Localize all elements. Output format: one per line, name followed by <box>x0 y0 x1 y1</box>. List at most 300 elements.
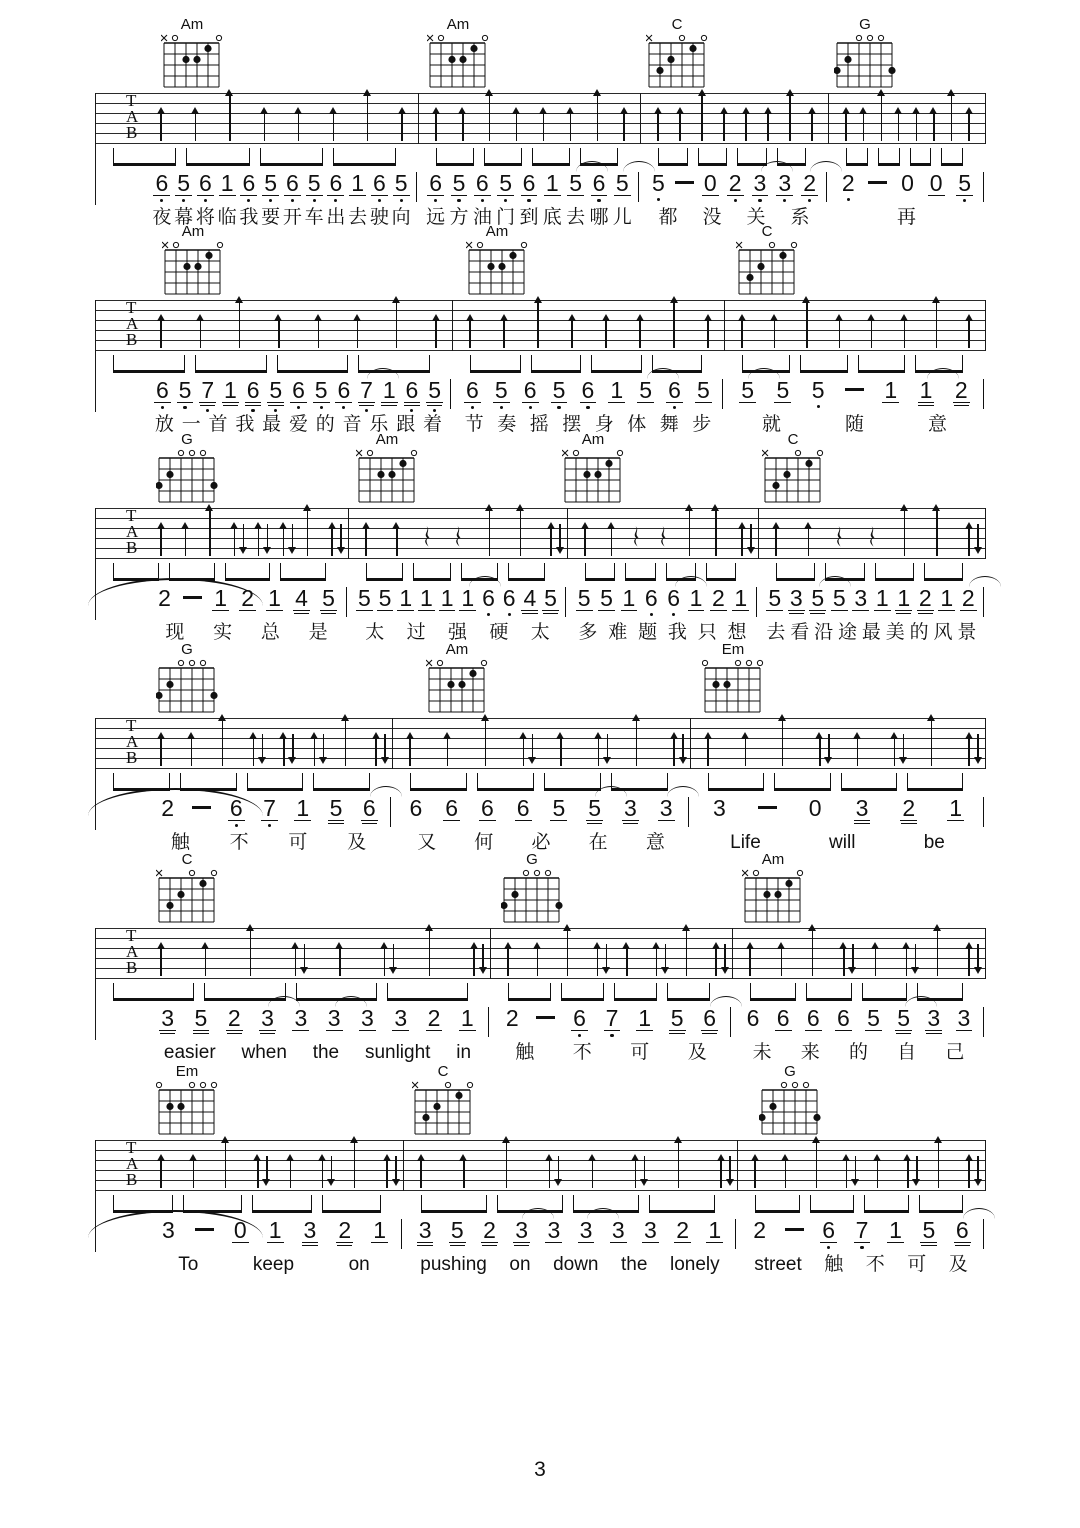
note-number: 6 <box>242 170 256 196</box>
chord-grid <box>646 34 708 95</box>
jianpu-measure <box>573 586 752 616</box>
note-number: 2 <box>483 1217 496 1243</box>
lyric-syllable: 多 <box>578 622 598 643</box>
arrow-head <box>929 107 937 114</box>
note-number: 6 <box>155 377 169 403</box>
arrow-stem <box>863 112 864 141</box>
jianpu-note <box>854 796 871 824</box>
jianpu-note <box>788 586 805 614</box>
jianpu-note <box>614 171 631 196</box>
second-underline <box>896 1033 911 1034</box>
arrow-stem <box>845 112 846 141</box>
note-number: 2 <box>338 1217 352 1243</box>
jianpu-note <box>586 796 603 824</box>
note-number: 2 <box>728 170 742 196</box>
beam-group <box>755 1195 800 1213</box>
arrow-stem <box>877 1159 878 1188</box>
note-number: 7 <box>201 377 215 403</box>
note-number: 1 <box>214 585 228 611</box>
dash-note <box>785 1228 804 1231</box>
note-number: 6 <box>502 585 516 611</box>
tab-letter: T <box>126 1138 137 1157</box>
jianpu-note <box>513 1218 530 1246</box>
note-number: 6 <box>573 1005 586 1031</box>
lyric-syllable: 美 <box>885 622 905 643</box>
chord-diagram <box>156 642 218 720</box>
note-number: 1 <box>545 170 559 196</box>
note-number: 3 <box>927 1005 941 1031</box>
arrow-stem <box>782 719 783 766</box>
octave-dot <box>500 406 503 409</box>
beam-group <box>667 983 710 1001</box>
arrow-head <box>965 107 973 114</box>
arrow-head <box>851 1179 859 1186</box>
jianpu-note <box>371 1218 388 1243</box>
note-number: 6 <box>667 585 681 611</box>
strum-up-arrow <box>965 522 974 556</box>
note-number: 6 <box>362 795 376 821</box>
jianpu-note <box>536 1006 555 1019</box>
octave-dot <box>504 199 507 202</box>
strum-up-arrow <box>932 296 941 348</box>
note-number: 5 <box>741 377 755 403</box>
lyric-syllable: 在 <box>588 832 608 853</box>
jianpu-barline <box>688 797 689 827</box>
arrow-head <box>804 522 812 529</box>
lyric-syllable: 的 <box>848 1042 868 1063</box>
note-number: 5 <box>588 795 602 821</box>
octave-dot <box>269 199 272 202</box>
jianpu-note <box>497 171 514 202</box>
octave-dot <box>657 198 660 201</box>
jianpu-note <box>636 1006 653 1031</box>
note-number: 5 <box>177 170 191 196</box>
jianpu-note <box>745 1006 762 1030</box>
lyric-syllable: 幕 <box>174 207 194 228</box>
jianpu-note <box>479 796 496 821</box>
second-underline <box>702 1033 717 1034</box>
note-number: 3 <box>611 1217 625 1243</box>
strum-up-arrow <box>751 1154 760 1188</box>
note-number: 3 <box>713 795 726 821</box>
arrow-head <box>974 967 982 974</box>
arrow-stem <box>819 737 820 766</box>
jianpu-note <box>522 378 539 409</box>
jianpu-note <box>266 586 283 611</box>
note-number: 6 <box>445 795 459 821</box>
strum-up-arrow <box>781 1154 790 1188</box>
note-number: 1 <box>689 585 703 611</box>
jianpu-note <box>702 171 719 196</box>
jianpu-note <box>261 796 278 827</box>
jianpu-note <box>928 171 945 196</box>
beam-group <box>625 563 655 581</box>
staff-line <box>95 350 985 351</box>
jianpu-barline <box>346 587 347 617</box>
jianpu-barline <box>826 172 827 202</box>
jianpu-note <box>805 1006 822 1031</box>
octave-dot <box>274 409 277 412</box>
lyric-syllable: 及 <box>687 1042 707 1063</box>
lyric-syllable: 触 <box>824 1254 844 1275</box>
second-underline <box>302 1245 317 1246</box>
octave-dot <box>334 199 337 202</box>
note-number: 5 <box>577 585 591 611</box>
arrow-head <box>899 757 907 764</box>
second-underline <box>587 823 602 824</box>
arrow-head <box>912 107 920 114</box>
strum-up-arrow <box>929 107 938 141</box>
lyric-syllable: 最 <box>262 414 282 435</box>
lyric-syllable: street <box>754 1254 802 1275</box>
arrow-stem <box>977 524 978 549</box>
jianpu-note <box>397 586 414 611</box>
lyric-syllable: 驶 <box>369 207 389 228</box>
note-number: 6 <box>246 377 260 403</box>
beam-group <box>113 355 185 373</box>
strum-up-arrow <box>741 732 750 766</box>
octave-dot <box>268 824 271 827</box>
strum-up-arrow <box>777 942 786 976</box>
strum-down-arrow <box>974 944 983 974</box>
beam-group <box>366 563 403 581</box>
arrow-stem <box>951 94 952 141</box>
strum-layer <box>0 928 1080 978</box>
arrow-stem <box>894 737 895 766</box>
lyric-syllable: 不 <box>229 832 249 853</box>
jianpu-note <box>604 1006 621 1037</box>
second-underline <box>260 1033 275 1034</box>
beam-group <box>387 983 468 1001</box>
jianpu-note <box>758 796 777 809</box>
lyric-syllable: lonely <box>670 1254 720 1275</box>
beam-group <box>470 355 521 373</box>
jianpu-note <box>695 378 712 403</box>
strum-up-arrow <box>912 107 921 141</box>
lyric-syllable: 未 <box>752 1042 772 1063</box>
jianpu-measure <box>354 586 561 616</box>
lyric-syllable: To <box>178 1254 199 1275</box>
note-number: 2 <box>241 585 254 611</box>
chord-name: Am <box>485 223 509 240</box>
lyric-syllable: 首 <box>208 414 228 435</box>
note-number: 6 <box>522 170 536 196</box>
jianpu-measure <box>738 1006 979 1034</box>
arrow-head <box>900 314 908 321</box>
arrow-stem <box>933 112 934 141</box>
note-number: 5 <box>811 585 825 611</box>
chord-diagram <box>427 17 489 95</box>
arrow-stem <box>968 947 969 976</box>
note-number: 6 <box>329 170 343 196</box>
lyric-syllable: 去 <box>566 207 586 228</box>
octave-dot <box>433 409 436 412</box>
chord-name: G <box>181 641 193 658</box>
beam-group <box>924 563 963 581</box>
beam-group <box>113 983 194 1001</box>
jianpu-barline <box>983 379 984 409</box>
chord-grid <box>156 449 218 510</box>
note-number: 5 <box>776 377 790 403</box>
strum-down-arrow <box>848 944 857 974</box>
lyric-syllable: 底 <box>542 207 562 228</box>
note-number: 6 <box>429 170 443 196</box>
lyric-syllable: on <box>509 1254 531 1275</box>
second-underline <box>854 823 869 824</box>
jianpu-note <box>650 171 667 201</box>
jianpu-note <box>449 1218 466 1246</box>
chord-grid <box>156 1081 218 1142</box>
tie-arc <box>667 786 699 797</box>
arrow-stem <box>936 301 937 348</box>
jianpu-note <box>542 586 559 614</box>
jianpu-note <box>674 1218 691 1243</box>
octave-dot <box>734 199 737 202</box>
strum-up-arrow <box>842 1154 851 1188</box>
octave-dot <box>471 406 474 409</box>
lyric-syllable: 景 <box>957 622 977 643</box>
note-number: 0 <box>703 170 717 196</box>
jianpu-measure <box>424 171 634 202</box>
chord-name: G <box>526 851 538 868</box>
octave-dot <box>529 406 532 409</box>
lyric-syllable: 夜 <box>152 207 172 228</box>
second-underline <box>337 1245 352 1246</box>
note-number: 6 <box>592 170 606 196</box>
lyric-syllable: 太 <box>365 622 385 643</box>
jianpu-note <box>222 378 239 406</box>
octave-dot <box>650 613 653 616</box>
chord-grid <box>562 449 624 510</box>
jianpu-note <box>807 796 824 820</box>
arrow-head <box>912 1179 920 1186</box>
lyric-syllable: 节 <box>464 414 484 435</box>
jianpu-note <box>887 1218 904 1243</box>
jianpu-note <box>464 378 481 409</box>
arrow-stem <box>931 719 932 766</box>
arrow-stem <box>781 947 782 976</box>
second-underline <box>404 405 419 406</box>
jianpu-barline <box>416 172 417 202</box>
jianpu-barline <box>983 587 984 617</box>
lyric-syllable: 开 <box>282 207 302 228</box>
second-underline <box>450 1245 465 1246</box>
jianpu-note <box>899 171 916 195</box>
strum-up-arrow <box>903 1154 912 1188</box>
jianpu-note <box>381 378 398 406</box>
jianpu-note <box>177 378 194 409</box>
note-number: 6 <box>668 377 681 403</box>
note-number: 5 <box>600 585 613 611</box>
beam-group <box>706 563 736 581</box>
jianpu-note <box>426 378 443 412</box>
beam-group <box>864 1195 909 1213</box>
chord-grid <box>161 34 223 95</box>
note-number: 1 <box>734 585 748 611</box>
chord-grid <box>156 869 218 930</box>
octave-dot <box>508 613 511 616</box>
arrow-stem <box>812 929 813 976</box>
beam-group <box>561 983 604 1001</box>
jianpu-note <box>576 586 593 611</box>
beam-group <box>508 563 545 581</box>
beam-group <box>858 355 906 373</box>
lyric-syllable: 何 <box>474 832 494 853</box>
quarter-rest-icon <box>868 525 880 554</box>
octave-dot <box>183 406 186 409</box>
staff-line <box>95 558 985 559</box>
jianpu-note <box>326 1006 343 1031</box>
arrow-head <box>751 1154 759 1161</box>
jianpu-note <box>580 378 597 409</box>
octave-dot <box>251 409 254 412</box>
beam-group <box>776 563 815 581</box>
chord-diagram <box>412 1064 474 1142</box>
note-number: 1 <box>610 377 624 403</box>
note-number: 0 <box>929 170 943 196</box>
arrow-stem <box>968 1159 969 1188</box>
note-number: 3 <box>957 1005 971 1031</box>
note-number: 1 <box>460 1005 474 1031</box>
note-number: 6 <box>409 795 423 821</box>
jianpu-note <box>785 1218 804 1231</box>
jianpu-note <box>392 1006 409 1031</box>
second-underline <box>896 613 911 614</box>
jianpu-note <box>290 378 307 409</box>
dash-note <box>758 806 777 809</box>
arrow-head <box>867 314 875 321</box>
jianpu-note <box>925 1006 942 1034</box>
jianpu-note <box>336 1218 353 1246</box>
note-number: 5 <box>329 795 343 821</box>
lyric-syllable: 哪 <box>589 207 609 228</box>
page-number: 3 <box>534 1458 546 1481</box>
arrow-head <box>772 522 780 529</box>
strum-up-arrow <box>802 296 811 348</box>
lyric-syllable: 方 <box>449 207 469 228</box>
note-number: 3 <box>659 795 673 821</box>
jianpu-measure <box>696 796 979 824</box>
second-underline <box>623 823 638 824</box>
jianpu-note <box>550 796 567 821</box>
strum-up-arrow <box>804 522 813 556</box>
jianpu-note <box>622 796 639 824</box>
note-number: 3 <box>623 795 637 821</box>
strum-up-arrow <box>932 504 941 556</box>
note-number: 1 <box>268 585 281 611</box>
strum-down-arrow <box>899 734 908 764</box>
jianpu-measure <box>834 171 979 202</box>
jianpu-note <box>293 586 310 614</box>
strum-up-arrow <box>934 1136 943 1188</box>
note-number: 5 <box>652 170 665 196</box>
note-number: 1 <box>399 585 413 611</box>
chord-diagram <box>161 17 223 95</box>
chord-name: Am <box>445 641 469 658</box>
second-underline <box>227 1033 242 1034</box>
jianpu-barline <box>488 1007 489 1037</box>
lyric-syllable: 风 <box>933 622 953 643</box>
jianpu-note <box>371 171 388 202</box>
strum-up-arrow <box>965 942 974 976</box>
strum-up-arrow <box>890 732 899 766</box>
jianpu-note <box>493 378 510 409</box>
beam-group <box>878 148 900 166</box>
jianpu-note <box>868 171 887 184</box>
note-number: 3 <box>261 1005 274 1031</box>
lyric-syllable: 出 <box>326 207 346 228</box>
arrow-head <box>842 107 850 114</box>
arrow-stem <box>898 112 899 141</box>
jianpu-note <box>831 586 848 611</box>
note-number: 1 <box>940 585 954 611</box>
arrow-stem <box>808 527 809 556</box>
arrow-stem <box>915 944 916 969</box>
strum-up-arrow <box>808 924 817 976</box>
chord-diagram <box>501 852 563 930</box>
note-number: 3 <box>294 1005 308 1031</box>
note-number: 3 <box>855 795 869 821</box>
strum-up-arrow <box>965 314 974 348</box>
jianpu-note <box>521 586 538 614</box>
arrow-head <box>777 942 785 949</box>
beam-group <box>322 1195 382 1213</box>
jianpu-note <box>675 171 694 184</box>
lyric-syllable: 就 <box>761 414 781 435</box>
octave-dot <box>586 406 589 409</box>
tab-letter: T <box>126 716 137 735</box>
tab-letter: A <box>126 522 139 541</box>
second-underline <box>193 1033 208 1034</box>
octave-dot <box>204 199 207 202</box>
jianpu-note <box>895 586 912 614</box>
chord-diagram <box>736 224 798 302</box>
lyric-syllable: 门 <box>496 207 516 228</box>
note-number: 6 <box>703 1005 717 1031</box>
note-number: 5 <box>958 170 972 196</box>
note-number: 1 <box>461 585 475 611</box>
note-number: 4 <box>295 585 308 611</box>
jianpu-note <box>820 1218 837 1249</box>
jianpu-note <box>711 796 728 820</box>
jianpu-measure <box>409 1218 731 1246</box>
jianpu-note <box>610 1218 627 1243</box>
jianpu-measure <box>764 586 979 614</box>
jianpu-note <box>404 378 421 412</box>
arrow-stem <box>977 1156 978 1181</box>
arrow-stem <box>907 1159 908 1188</box>
note-number: 6 <box>475 170 489 196</box>
beam-group <box>585 563 615 581</box>
jianpu-measure <box>151 1006 484 1034</box>
phrase-tie-arc <box>88 788 263 816</box>
octave-dot <box>827 1246 830 1249</box>
beam-group <box>750 983 796 1001</box>
note-number: 5 <box>178 377 192 403</box>
lyric-syllable: 一 <box>181 414 201 435</box>
lyric-syllable: 舞 <box>659 414 679 435</box>
jianpu-note <box>854 1218 871 1249</box>
phrase-tie-arc <box>88 578 263 606</box>
strum-up-arrow <box>839 942 848 976</box>
note-number: 1 <box>897 585 911 611</box>
second-underline <box>328 823 343 824</box>
jianpu-note <box>515 796 532 821</box>
note-number: 2 <box>161 795 175 821</box>
beam-group <box>531 355 582 373</box>
chord-grid <box>356 449 418 510</box>
note-number: 5 <box>552 377 566 403</box>
